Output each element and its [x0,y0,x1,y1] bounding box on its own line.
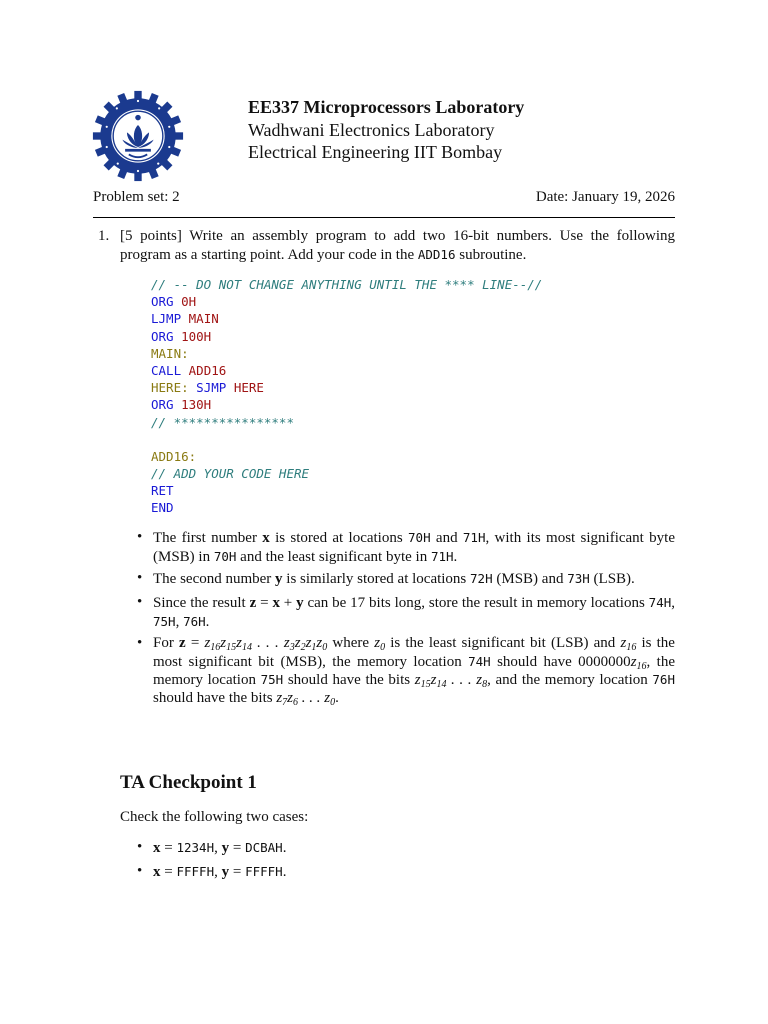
code-keyword: SJMP [196,380,227,396]
course-title: EE337 Microprocessors Laboratory [248,97,525,117]
code-operand: ADD16 [188,362,227,378]
bullet-text [153,529,675,566]
question-text-part: [5 points] Write an assembly program to add two 16-bit numbers. Use the following program as a starting point. Add your code in the [120,228,675,263]
code-line [151,465,542,482]
var-z: z [249,595,257,611]
memory-address: 73H [567,571,590,586]
memory-address: 75H [153,613,176,629]
bullet-text [153,635,675,707]
code-comment: // ADD YOUR CODE HERE [151,466,310,482]
text-run: should have the bits [153,689,277,706]
text-run: The first number [153,530,263,546]
text-run: . [453,548,458,565]
question-1 [93,228,675,264]
bullet-item [120,570,675,589]
code-label: ADD16: [151,448,197,464]
text-run: For [153,635,179,651]
text-run: , [671,595,675,611]
checkpoint-case [120,839,675,858]
math-z16: $z_{16}$ [630,653,647,672]
code-line [151,362,542,379]
code-listing [151,276,542,517]
text-run: is stored at locations [269,530,409,546]
meta-line [93,189,675,209]
code-operand: 100H [181,328,212,344]
case-value: 1234H [176,840,215,855]
bullet-dot: • [137,529,143,545]
code-line [151,414,542,431]
code-operand: 0H [181,294,197,310]
question-text-part: subroutine. [455,246,527,263]
text-run: , the memory location [153,653,675,688]
code-line [151,499,542,516]
text-run: , and the memory location [487,672,653,688]
code-keyword: CALL [151,362,182,378]
section-heading: TA Checkpoint 1 [120,772,257,793]
math-z7-z0: $z_7z_6$ . . . $z_0$ [276,689,336,708]
memory-address: 76H [183,613,206,629]
text-run: + [279,595,297,611]
code-line [151,276,542,293]
var-y: y [275,571,283,587]
code-line [151,310,542,327]
code-line-blank [151,431,542,448]
question-text [120,228,675,264]
case-text: x = FFFFH, y = FFFFH. [153,864,287,880]
var-y: y [221,864,230,880]
text-run: and [430,530,463,546]
bullet-item [120,529,675,566]
code-label: MAIN: [151,345,189,361]
bullet-dot: • [137,570,143,586]
var-y: y [296,595,304,611]
memory-address: 71H [462,530,486,545]
text-run: is the most significant bit (MSB), the memory location [153,635,675,670]
text-run: = [185,635,205,651]
code-line [151,345,542,362]
code-keyword: ORG [151,397,174,413]
text-run: and the least significant byte in [236,548,431,565]
case-value: FFFFH [176,864,215,879]
var-x: x [153,864,161,880]
header-rule [93,217,675,218]
text-run: Since the result [153,595,250,611]
iit-bombay-logo-icon [92,90,184,182]
code-comment: // -- DO NOT CHANGE ANYTHING UNTIL THE **** LINE--// [151,277,543,292]
text-run: , with its most significant byte (MSB) in [153,530,675,565]
bullet-text [153,594,675,631]
code-operand: 130H [181,397,212,413]
var-x: x [153,840,161,856]
code-operand: HERE [233,380,264,396]
math-z-bits: $z_{16}z_{15}z_{14}$ . . . $z_3z_2z_1z_0$ [204,635,328,653]
bullet-dot: • [137,839,143,855]
text-run: should have 0000000 [490,653,631,670]
memory-address: 70H [408,530,431,545]
problem-set-label: Problem set: 2 [93,189,180,205]
lab-name: Wadhwani Electronics Laboratory [248,119,495,140]
code-line [151,482,542,499]
text-run: . [335,689,339,706]
date-label: Date: January 19, 2026 [535,189,675,205]
math-z15-z8: $z_{15}z_{14}$ . . . $z_8$ [414,672,488,690]
bullet-dot: • [137,635,143,651]
bullet-text [153,570,675,589]
math-z0: $z_0$ [374,635,386,653]
text-run: , [175,613,184,630]
text-run: (LSB). [589,571,635,587]
code-line [151,328,542,345]
math-z16: $z_{16}$ [620,635,637,653]
code-keyword: ORG [151,294,174,310]
code-keyword: RET [151,483,174,499]
text-run: . [205,613,210,630]
text-run: is the least significant bit (LSB) and [385,635,621,651]
code-line [151,379,542,396]
var-x: x [272,595,280,611]
text-run: can be 17 bits long, store the result in memory locations [303,595,649,611]
checkpoint-case [120,863,675,882]
text-run: (MSB) and [492,571,568,587]
code-keyword: LJMP [151,311,182,327]
code-comment: // **************** [151,414,294,430]
code-keyword: ORG [151,328,174,344]
code-line [151,448,542,465]
case-text: x = 1234H, y = DCBAH. [153,840,287,856]
text-run: is similarly stored at locations [282,571,471,587]
department-name: Electrical Engineering IIT Bombay [248,142,503,162]
memory-address: 71H [430,548,454,564]
header-block [248,96,524,164]
text-run: should have the bits [283,672,415,688]
code-line [151,293,542,310]
memory-address: 75H [260,672,284,687]
memory-address: 74H [648,595,672,610]
case-value: FFFFH [245,864,283,879]
code-keyword: END [151,500,174,516]
bullet-dot: • [137,594,143,610]
var-z: z [179,635,186,651]
var-x: x [262,530,270,546]
memory-address: 70H [213,548,237,564]
code-line [151,396,542,413]
code-label: HERE: [151,380,189,396]
bullet-item [120,635,675,707]
memory-address: 72H [470,571,493,586]
text-run: = [256,595,273,611]
text-run: where [327,635,375,651]
subroutine-name: ADD16 [417,246,456,262]
text-run: The second number [153,571,276,587]
bullet-dot: • [137,863,143,879]
var-y: y [221,840,230,856]
checkpoint-intro: Check the following two cases: [120,809,309,825]
memory-address: 76H [652,672,675,687]
memory-address: 74H [468,653,491,669]
code-operand: MAIN [188,311,219,327]
case-value: DCBAH [245,840,283,855]
bullet-item [120,594,675,631]
question-number: 1. [98,228,110,244]
